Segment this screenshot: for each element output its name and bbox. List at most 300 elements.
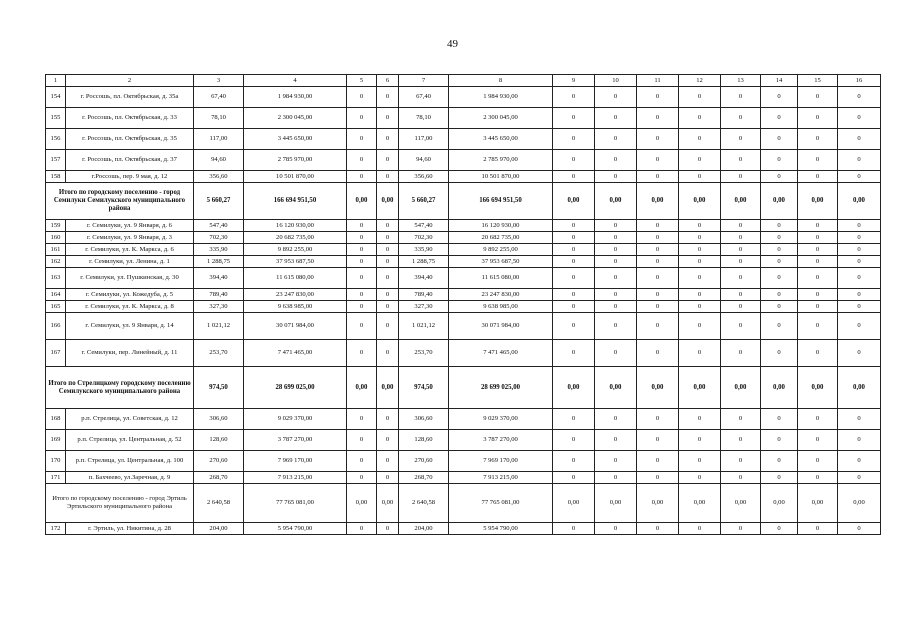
value-cell: 0 [679, 523, 721, 535]
value-cell: 0 [679, 340, 721, 367]
subtotal-cell: 0,00 [347, 484, 377, 523]
value-cell: 0 [553, 523, 595, 535]
subtotal-cell: 0,00 [347, 183, 377, 220]
value-cell: 0 [761, 171, 798, 183]
value-cell: 0 [679, 171, 721, 183]
value-cell: 0 [347, 451, 377, 472]
table-row [46, 108, 881, 129]
address-cell: г. Эртиль, ул. Никитина, д. 28 [66, 523, 194, 535]
value-cell: 789,40 [399, 289, 449, 301]
register-table [45, 74, 881, 535]
value-cell: 3 445 650,00 [449, 129, 553, 150]
value-cell: 0 [798, 451, 838, 472]
value-cell: 0 [721, 430, 761, 451]
value-cell: 335,90 [194, 244, 244, 256]
subtotal-cell: 0,00 [721, 484, 761, 523]
value-cell: 0 [679, 87, 721, 108]
value-cell: 7 471 465,00 [449, 340, 553, 367]
value-cell: 67,40 [194, 87, 244, 108]
value-cell: 0 [595, 268, 637, 289]
value-cell: 0 [553, 256, 595, 268]
subtotal-cell: 0,00 [347, 367, 377, 409]
value-cell: 0 [679, 451, 721, 472]
table-row [46, 129, 881, 150]
value-cell: 0 [637, 472, 679, 484]
address-cell: р.п. Стрелица, ул. Советская, д. 12 [66, 409, 194, 430]
value-cell: 0 [553, 301, 595, 313]
subtotal-cell: 0,00 [637, 367, 679, 409]
table-row [46, 523, 881, 535]
value-cell: 23 247 830,00 [244, 289, 347, 301]
value-cell: 0 [553, 451, 595, 472]
address-cell: р.п. Стрелица, ул. Центральная, д. 100 [66, 451, 194, 472]
value-cell: 0 [553, 313, 595, 340]
value-cell: 0 [595, 256, 637, 268]
value-cell: 268,70 [194, 472, 244, 484]
value-cell: 117,00 [399, 129, 449, 150]
value-cell: 0 [679, 430, 721, 451]
value-cell: 16 120 930,00 [244, 220, 347, 232]
value-cell: 0 [377, 108, 399, 129]
value-cell: 0 [761, 87, 798, 108]
value-cell: 0 [798, 430, 838, 451]
value-cell: 0 [377, 244, 399, 256]
value-cell: 0 [595, 340, 637, 367]
value-cell: 16 120 930,00 [449, 220, 553, 232]
subtotal-cell: 0,00 [637, 183, 679, 220]
table-row [46, 340, 881, 367]
value-cell: 394,40 [399, 268, 449, 289]
address-cell: г. Россошь, пл. Октябрьская, д. 35а [66, 87, 194, 108]
address-cell: г. Семилуки, ул. Пушкинская, д. 30 [66, 268, 194, 289]
value-cell: 0 [347, 256, 377, 268]
value-cell: 128,60 [194, 430, 244, 451]
value-cell: 0 [721, 129, 761, 150]
value-cell: 0 [838, 313, 881, 340]
subtotal-cell: 166 694 951,50 [449, 183, 553, 220]
value-cell: 0 [838, 472, 881, 484]
value-cell: 0 [798, 244, 838, 256]
value-cell: 306,60 [399, 409, 449, 430]
value-cell: 0 [595, 430, 637, 451]
value-cell: 0 [679, 244, 721, 256]
value-cell: 0 [637, 108, 679, 129]
row-number-cell: 155 [46, 108, 66, 129]
value-cell: 0 [761, 129, 798, 150]
value-cell: 270,60 [194, 451, 244, 472]
value-cell: 0 [553, 232, 595, 244]
value-cell: 11 615 080,00 [449, 268, 553, 289]
subtotal-cell: 0,00 [798, 183, 838, 220]
subtotal-cell: 0,00 [721, 183, 761, 220]
value-cell: 335,90 [399, 244, 449, 256]
value-cell: 0 [377, 313, 399, 340]
value-cell: 2 785 970,00 [449, 150, 553, 171]
value-cell: 0 [347, 301, 377, 313]
value-cell: 0 [721, 87, 761, 108]
value-cell: 394,40 [194, 268, 244, 289]
page-number: 49 [447, 38, 458, 50]
value-cell: 0 [595, 87, 637, 108]
value-cell: 0 [761, 301, 798, 313]
value-cell: 356,60 [399, 171, 449, 183]
value-cell: 0 [595, 150, 637, 171]
value-cell: 0 [377, 129, 399, 150]
value-cell: 20 682 735,00 [449, 232, 553, 244]
value-cell: 0 [838, 301, 881, 313]
value-cell: 0 [377, 523, 399, 535]
value-cell: 0 [377, 301, 399, 313]
value-cell: 0 [637, 451, 679, 472]
value-cell: 0 [838, 289, 881, 301]
value-cell: 0 [721, 220, 761, 232]
value-cell: 0 [761, 451, 798, 472]
row-number-cell: 170 [46, 451, 66, 472]
value-cell: 0 [637, 129, 679, 150]
value-cell: 30 071 984,00 [244, 313, 347, 340]
value-cell: 702,30 [194, 232, 244, 244]
address-cell: р.п. Стрелица, ул. Центральная, д. 52 [66, 430, 194, 451]
value-cell: 78,10 [194, 108, 244, 129]
value-cell: 94,60 [399, 150, 449, 171]
table-row [46, 268, 881, 289]
table-row [46, 409, 881, 430]
value-cell: 0 [679, 289, 721, 301]
column-number-cell: 9 [553, 75, 595, 87]
value-cell: 0 [553, 430, 595, 451]
value-cell: 23 247 830,00 [449, 289, 553, 301]
value-cell: 0 [721, 340, 761, 367]
row-number-cell: 158 [46, 171, 66, 183]
table-row [46, 244, 881, 256]
value-cell: 0 [595, 523, 637, 535]
subtotal-cell: 166 694 951,50 [244, 183, 347, 220]
column-number-cell: 7 [399, 75, 449, 87]
value-cell: 0 [595, 244, 637, 256]
column-number-header [46, 75, 881, 87]
row-number-cell: 164 [46, 289, 66, 301]
value-cell: 7 913 215,00 [244, 472, 347, 484]
row-number-cell: 165 [46, 301, 66, 313]
value-cell: 0 [798, 268, 838, 289]
value-cell: 0 [838, 430, 881, 451]
subtotal-cell: 0,00 [595, 183, 637, 220]
subtotal-cell: 5 660,27 [399, 183, 449, 220]
value-cell: 0 [798, 523, 838, 535]
value-cell: 0 [761, 244, 798, 256]
value-cell: 0 [838, 108, 881, 129]
table-body [46, 75, 881, 535]
value-cell: 0 [761, 409, 798, 430]
subtotal-cell: 2 640,58 [399, 484, 449, 523]
row-number-cell: 154 [46, 87, 66, 108]
subtotal-cell: 0,00 [377, 367, 399, 409]
value-cell: 0 [377, 87, 399, 108]
column-number-cell: 12 [679, 75, 721, 87]
value-cell: 0 [595, 313, 637, 340]
subtotal-cell: 0,00 [553, 183, 595, 220]
value-cell: 0 [721, 451, 761, 472]
value-cell: 0 [761, 313, 798, 340]
value-cell: 0 [679, 472, 721, 484]
value-cell: 30 071 984,00 [449, 313, 553, 340]
value-cell: 0 [838, 87, 881, 108]
value-cell: 0 [798, 87, 838, 108]
value-cell: 0 [637, 171, 679, 183]
value-cell: 0 [838, 268, 881, 289]
value-cell: 0 [347, 409, 377, 430]
subtotal-cell: 0,00 [838, 484, 881, 523]
value-cell: 2 785 970,00 [244, 150, 347, 171]
value-cell: 0 [838, 232, 881, 244]
value-cell: 0 [637, 220, 679, 232]
value-cell: 0 [347, 150, 377, 171]
value-cell: 0 [761, 220, 798, 232]
value-cell: 702,30 [399, 232, 449, 244]
value-cell: 5 954 790,00 [244, 523, 347, 535]
value-cell: 0 [553, 244, 595, 256]
value-cell: 3 787 270,00 [244, 430, 347, 451]
value-cell: 1 288,75 [194, 256, 244, 268]
value-cell: 0 [553, 340, 595, 367]
value-cell: 0 [595, 108, 637, 129]
value-cell: 0 [679, 129, 721, 150]
value-cell: 0 [347, 171, 377, 183]
subtotal-cell: 0,00 [838, 367, 881, 409]
value-cell: 0 [553, 171, 595, 183]
address-cell: г. Семилуки, ул. К. Маркса, д. 6 [66, 244, 194, 256]
address-cell: г.Россошь, пер. 9 мая, д. 12 [66, 171, 194, 183]
value-cell: 0 [721, 313, 761, 340]
subtotal-cell: 5 660,27 [194, 183, 244, 220]
value-cell: 1 984 930,00 [449, 87, 553, 108]
value-cell: 0 [637, 289, 679, 301]
value-cell: 0 [377, 232, 399, 244]
column-number-cell: 5 [347, 75, 377, 87]
value-cell: 0 [595, 129, 637, 150]
value-cell: 0 [679, 301, 721, 313]
value-cell: 0 [721, 150, 761, 171]
subtotal-cell: 77 765 081,00 [449, 484, 553, 523]
value-cell: 0 [721, 232, 761, 244]
row-number-cell: 168 [46, 409, 66, 430]
value-cell: 0 [838, 451, 881, 472]
value-cell: 0 [721, 268, 761, 289]
table-row [46, 87, 881, 108]
value-cell: 0 [595, 289, 637, 301]
table-row [46, 171, 881, 183]
value-cell: 0 [798, 472, 838, 484]
value-cell: 0 [761, 256, 798, 268]
value-cell: 0 [838, 150, 881, 171]
value-cell: 0 [595, 220, 637, 232]
value-cell: 1 021,12 [399, 313, 449, 340]
value-cell: 0 [347, 289, 377, 301]
subtotal-cell: 0,00 [595, 484, 637, 523]
value-cell: 0 [798, 108, 838, 129]
value-cell: 0 [637, 313, 679, 340]
value-cell: 0 [637, 256, 679, 268]
value-cell: 128,60 [399, 430, 449, 451]
subtotal-cell: 28 699 025,00 [449, 367, 553, 409]
table-row [46, 220, 881, 232]
value-cell: 0 [761, 232, 798, 244]
value-cell: 0 [637, 340, 679, 367]
subtotal-cell: 974,50 [399, 367, 449, 409]
subtotal-cell: 0,00 [721, 367, 761, 409]
value-cell: 0 [637, 301, 679, 313]
value-cell: 0 [377, 289, 399, 301]
value-cell: 9 638 985,00 [449, 301, 553, 313]
column-number-cell: 4 [244, 75, 347, 87]
value-cell: 0 [347, 268, 377, 289]
row-number-cell: 156 [46, 129, 66, 150]
value-cell: 0 [798, 340, 838, 367]
value-cell: 0 [347, 313, 377, 340]
subtotal-row [46, 367, 881, 409]
value-cell: 9 638 985,00 [244, 301, 347, 313]
column-number-cell: 13 [721, 75, 761, 87]
row-number-cell: 162 [46, 256, 66, 268]
value-cell: 5 954 790,00 [449, 523, 553, 535]
column-number-cell: 3 [194, 75, 244, 87]
subtotal-cell: 0,00 [553, 367, 595, 409]
row-number-cell: 161 [46, 244, 66, 256]
value-cell: 0 [798, 301, 838, 313]
value-cell: 0 [377, 220, 399, 232]
address-cell: г. Семилуки, ул. 9 Января, д. 14 [66, 313, 194, 340]
value-cell: 0 [637, 87, 679, 108]
value-cell: 0 [679, 268, 721, 289]
subtotal-row [46, 484, 881, 523]
value-cell: 0 [347, 472, 377, 484]
value-cell: 0 [838, 256, 881, 268]
value-cell: 0 [798, 289, 838, 301]
value-cell: 10 501 870,00 [449, 171, 553, 183]
subtotal-cell: 0,00 [798, 367, 838, 409]
value-cell: 0 [637, 150, 679, 171]
value-cell: 306,60 [194, 409, 244, 430]
value-cell: 0 [679, 256, 721, 268]
value-cell: 789,40 [194, 289, 244, 301]
address-cell: п. Бахчеево, ул.Заречная, д. 9 [66, 472, 194, 484]
value-cell: 0 [553, 268, 595, 289]
table-row [46, 430, 881, 451]
value-cell: 20 682 735,00 [244, 232, 347, 244]
value-cell: 3 445 650,00 [244, 129, 347, 150]
value-cell: 0 [347, 220, 377, 232]
subtotal-cell: 0,00 [798, 484, 838, 523]
value-cell: 356,60 [194, 171, 244, 183]
column-number-cell: 11 [637, 75, 679, 87]
subtotal-cell: 0,00 [553, 484, 595, 523]
value-cell: 0 [595, 232, 637, 244]
value-cell: 268,70 [399, 472, 449, 484]
value-cell: 0 [637, 244, 679, 256]
subtotal-cell: 0,00 [679, 367, 721, 409]
subtotal-cell: 0,00 [761, 367, 798, 409]
value-cell: 0 [721, 523, 761, 535]
value-cell: 0 [637, 409, 679, 430]
table-row [46, 232, 881, 244]
subtotal-cell: 0,00 [761, 183, 798, 220]
value-cell: 0 [377, 430, 399, 451]
row-number-cell: 167 [46, 340, 66, 367]
value-cell: 0 [761, 268, 798, 289]
subtotal-cell: 0,00 [377, 183, 399, 220]
subtotal-cell: 2 640,58 [194, 484, 244, 523]
value-cell: 0 [798, 220, 838, 232]
address-cell: г. Семилуки, пер. Линейный, д. 11 [66, 340, 194, 367]
row-number-cell: 172 [46, 523, 66, 535]
value-cell: 0 [637, 523, 679, 535]
value-cell: 0 [721, 289, 761, 301]
value-cell: 0 [761, 523, 798, 535]
row-number-cell: 159 [46, 220, 66, 232]
value-cell: 0 [377, 409, 399, 430]
value-cell: 0 [798, 313, 838, 340]
table-row [46, 301, 881, 313]
column-number-cell: 15 [798, 75, 838, 87]
value-cell: 0 [595, 301, 637, 313]
subtotal-cell: 0,00 [637, 484, 679, 523]
value-cell: 37 953 687,50 [244, 256, 347, 268]
column-number-cell: 6 [377, 75, 399, 87]
value-cell: 0 [637, 268, 679, 289]
value-cell: 0 [679, 220, 721, 232]
value-cell: 0 [347, 108, 377, 129]
column-number-cell: 16 [838, 75, 881, 87]
value-cell: 0 [679, 409, 721, 430]
table-row [46, 150, 881, 171]
value-cell: 0 [721, 244, 761, 256]
row-number-cell: 157 [46, 150, 66, 171]
value-cell: 0 [347, 340, 377, 367]
address-cell: г. Семилуки, ул. 9 Января, д. 6 [66, 220, 194, 232]
value-cell: 94,60 [194, 150, 244, 171]
value-cell: 0 [761, 108, 798, 129]
value-cell: 0 [721, 108, 761, 129]
value-cell: 117,00 [194, 129, 244, 150]
value-cell: 0 [798, 171, 838, 183]
value-cell: 0 [347, 430, 377, 451]
value-cell: 9 029 370,00 [244, 409, 347, 430]
column-number-cell: 1 [46, 75, 66, 87]
value-cell: 0 [838, 523, 881, 535]
value-cell: 7 969 170,00 [244, 451, 347, 472]
table-row [46, 313, 881, 340]
value-cell: 0 [679, 150, 721, 171]
address-cell: г. Семилуки, ул. Ленина, д. 1 [66, 256, 194, 268]
value-cell: 0 [798, 150, 838, 171]
value-cell: 0 [347, 87, 377, 108]
value-cell: 1 984 930,00 [244, 87, 347, 108]
value-cell: 7 471 465,00 [244, 340, 347, 367]
value-cell: 0 [761, 430, 798, 451]
value-cell: 0 [377, 171, 399, 183]
value-cell: 0 [553, 289, 595, 301]
subtotal-label: Итого по Стрелицкому городскому поселению Семилукского муниципального района [46, 367, 194, 409]
value-cell: 0 [553, 108, 595, 129]
value-cell: 253,70 [399, 340, 449, 367]
value-cell: 0 [721, 472, 761, 484]
value-cell: 0 [347, 244, 377, 256]
value-cell: 0 [377, 472, 399, 484]
value-cell: 9 892 255,00 [244, 244, 347, 256]
value-cell: 0 [595, 171, 637, 183]
column-number-cell: 10 [595, 75, 637, 87]
subtotal-cell: 0,00 [761, 484, 798, 523]
